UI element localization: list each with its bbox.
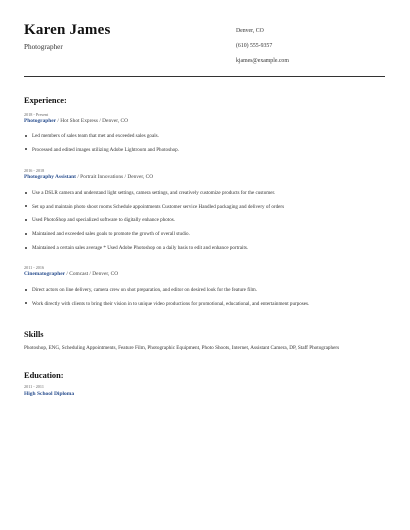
job-dates: 2016 - 2018	[24, 168, 45, 173]
job-title: Photography Assistant	[24, 174, 76, 180]
job-company: / Comcast / Denver, CO	[65, 271, 119, 277]
header-divider	[24, 76, 385, 77]
job-role	[24, 118, 385, 124]
education-heading: Education:	[24, 371, 64, 380]
list-item: Used PhotoShop and specialized software to digitally enhance photos.	[24, 217, 385, 231]
job-dates: 2011 - 2016	[24, 265, 45, 270]
job-bullets	[24, 133, 385, 160]
job-entry	[24, 168, 385, 258]
list-item: Processed and edited images utilizing Adobe Lightroom and Photoshop.	[24, 147, 385, 161]
list-item: Use a DSLR camera and understand light settings, camera settings, and creatively customize products for the customer.	[24, 190, 385, 204]
candidate-name: Karen James	[24, 22, 111, 38]
education-dates: 2011 - 2011	[24, 384, 44, 389]
job-entry	[24, 112, 385, 160]
contact-info	[236, 28, 289, 73]
education-degree: High School Diploma	[24, 391, 75, 397]
contact-phone: (610) 555-9357	[236, 43, 273, 49]
job-dates: 2018 - Present	[24, 112, 49, 117]
list-item: Maintained a certain sales average * Used Adobe Photoshop on a daily basis to edit and enhance portraits.	[24, 245, 385, 259]
job-bullets	[24, 190, 385, 258]
list-item: Direct actors on line delivery, camera crew on shot preparation, and editor on desired look for the feature film.	[24, 287, 385, 301]
list-item: Set up and maintain photo shoot rooms Schedule appointments Customer service Handled packaging and delivery of orders	[24, 204, 385, 218]
job-role	[24, 271, 385, 277]
job-company: / Portrait Innovations / Denver, CO	[75, 174, 154, 180]
contact-email: kjames@example.com	[236, 58, 289, 64]
education-entry	[24, 384, 74, 397]
skills-list: Photoshop, ENG, Scheduling Appointments, Feature Film, Photographic Equipment, Photo Shoots, Internet, Assistant Camera, DP, Staff Photographers	[24, 345, 340, 351]
list-item: Led members of sales team that met and exceeded sales goals.	[24, 133, 385, 147]
job-role	[24, 174, 385, 180]
list-item: Maintained and exceeded sales goals to promote the growth of overall studio.	[24, 231, 385, 245]
skills-heading: Skills	[24, 330, 44, 339]
job-company: / Hot Shot Express / Denver, CO	[56, 118, 128, 124]
list-item: Work directly with clients to bring their vision in to unique video productions for promotional, educational, and entertainment purposes.	[24, 301, 385, 315]
contact-location: Denver, CO	[236, 28, 264, 34]
job-entry	[24, 265, 385, 314]
job-title: Photographer	[24, 118, 57, 124]
experience-heading: Experience:	[24, 96, 67, 105]
job-title: Cinematographer	[24, 271, 66, 277]
job-bullets	[24, 287, 385, 314]
candidate-title: Photographer	[24, 43, 63, 51]
